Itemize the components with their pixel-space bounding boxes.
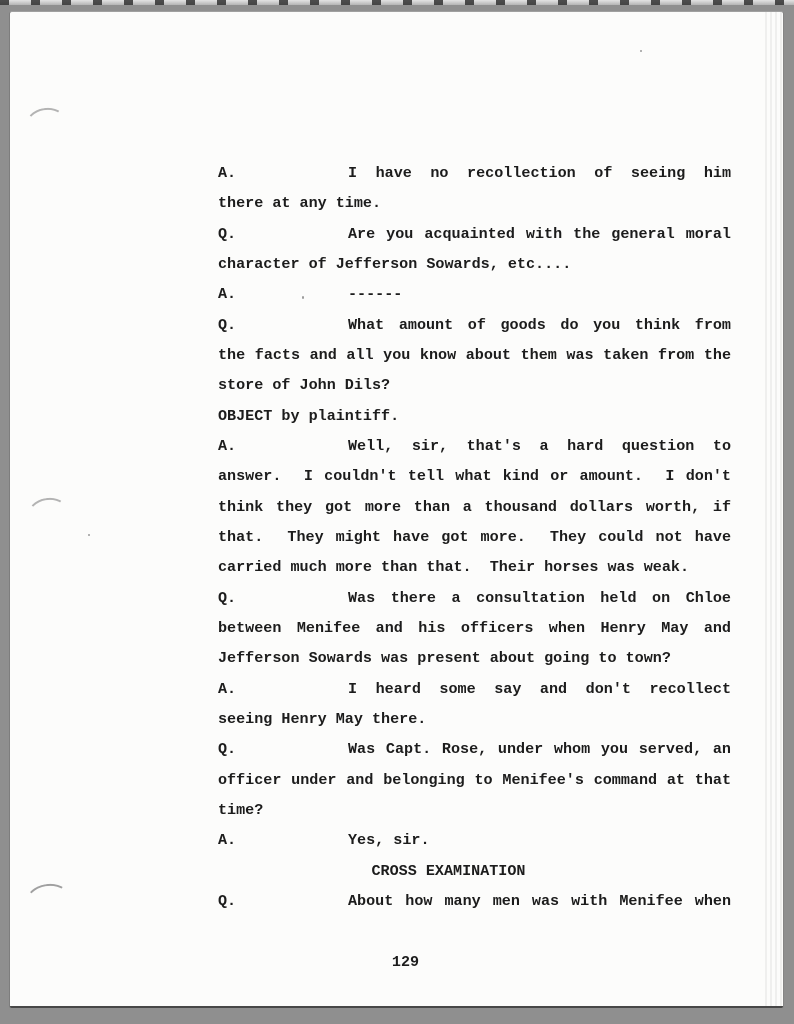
line-text: Was there a consultation held on Chloe <box>348 588 731 607</box>
line-text: I heard some say and don't recollect <box>348 679 731 698</box>
line-text: carried much more than that. Their horses was weak. <box>218 558 690 577</box>
transcript-line <box>218 279 731 309</box>
scan-top-edge <box>0 0 794 5</box>
transcript-line <box>218 765 731 795</box>
transcript-line <box>218 492 731 522</box>
line-text: officer under and belonging to Menifee's command at that <box>218 770 731 789</box>
line-text: I have no recollection of seeing him <box>348 164 731 182</box>
transcript-line <box>218 370 731 400</box>
transcript-line <box>218 188 731 218</box>
speaker-label: Q. <box>218 588 237 607</box>
line-text: Jefferson Sowards was present about going to town? <box>218 649 671 668</box>
line-text: OBJECT by plaintiff. <box>218 406 400 425</box>
transcript-line <box>218 825 731 855</box>
line-text: About how many men was with Menifee when <box>348 891 731 910</box>
line-text: between Menifee and his officers when Henry May and <box>218 618 731 637</box>
speaker-label: A. <box>218 831 237 850</box>
transcript-line <box>218 886 731 916</box>
transcript-line <box>218 734 731 764</box>
page-number: 129 <box>391 953 420 971</box>
transcript-line <box>218 643 731 673</box>
transcript-line <box>218 704 731 734</box>
transcript-line <box>218 310 731 340</box>
speaker-label: A. <box>218 164 237 182</box>
transcript-line <box>218 431 731 461</box>
line-text: character of Jefferson Sowards, etc.... <box>218 254 572 273</box>
scan-edge-streaks <box>765 12 783 1006</box>
transcript-line <box>218 340 731 370</box>
line-text: Yes, sir. <box>348 831 430 850</box>
line-text: think they got more than a thousand dollars worth, if <box>218 497 731 516</box>
transcript-line <box>218 522 731 552</box>
transcript-line <box>218 401 731 431</box>
line-text: seeing Henry May there. <box>218 709 427 728</box>
transcript <box>218 158 731 916</box>
line-text: answer. I couldn't tell what kind or amount. I don't <box>218 467 731 486</box>
transcript-line <box>218 249 731 279</box>
transcript-line <box>218 583 731 613</box>
scanned-page <box>10 12 783 1008</box>
line-text: What amount of goods do you think from <box>348 315 731 334</box>
speaker-label: A. <box>218 436 237 455</box>
speaker-label: A. <box>218 285 237 304</box>
line-text: ------ <box>348 285 403 304</box>
binder-ring-shadow <box>24 881 72 919</box>
speaker-label: A. <box>218 679 237 698</box>
transcript-line <box>218 461 731 491</box>
line-text: Are you acquainted with the general moral <box>348 224 731 243</box>
binder-ring-shadow <box>26 495 70 531</box>
transcript-line <box>218 856 731 886</box>
speaker-label: Q. <box>218 315 237 334</box>
speaker-label: Q. <box>218 891 237 910</box>
line-text: CROSS EXAMINATION <box>371 861 526 880</box>
transcript-line <box>218 795 731 825</box>
line-text: Well, sir, that's a hard question to <box>348 436 731 455</box>
transcript-line <box>218 158 731 188</box>
line-text: Was Capt. Rose, under whom you served, an <box>348 740 731 759</box>
line-text: there at any time. <box>218 194 382 213</box>
speaker-label: Q. <box>218 740 237 759</box>
scan-speck <box>88 534 90 536</box>
binder-ring-shadow <box>24 105 68 141</box>
line-text: store of John Dils? <box>218 376 391 395</box>
line-text: time? <box>218 800 264 819</box>
transcript-line <box>218 674 731 704</box>
transcript-line <box>218 613 731 643</box>
transcript-line <box>218 552 731 582</box>
line-text: the facts and all you know about them was taken from the <box>218 345 731 364</box>
scan-speck <box>640 50 642 52</box>
speaker-label: Q. <box>218 224 237 243</box>
transcript-line <box>218 219 731 249</box>
line-text: that. They might have got more. They could not have <box>218 527 731 546</box>
